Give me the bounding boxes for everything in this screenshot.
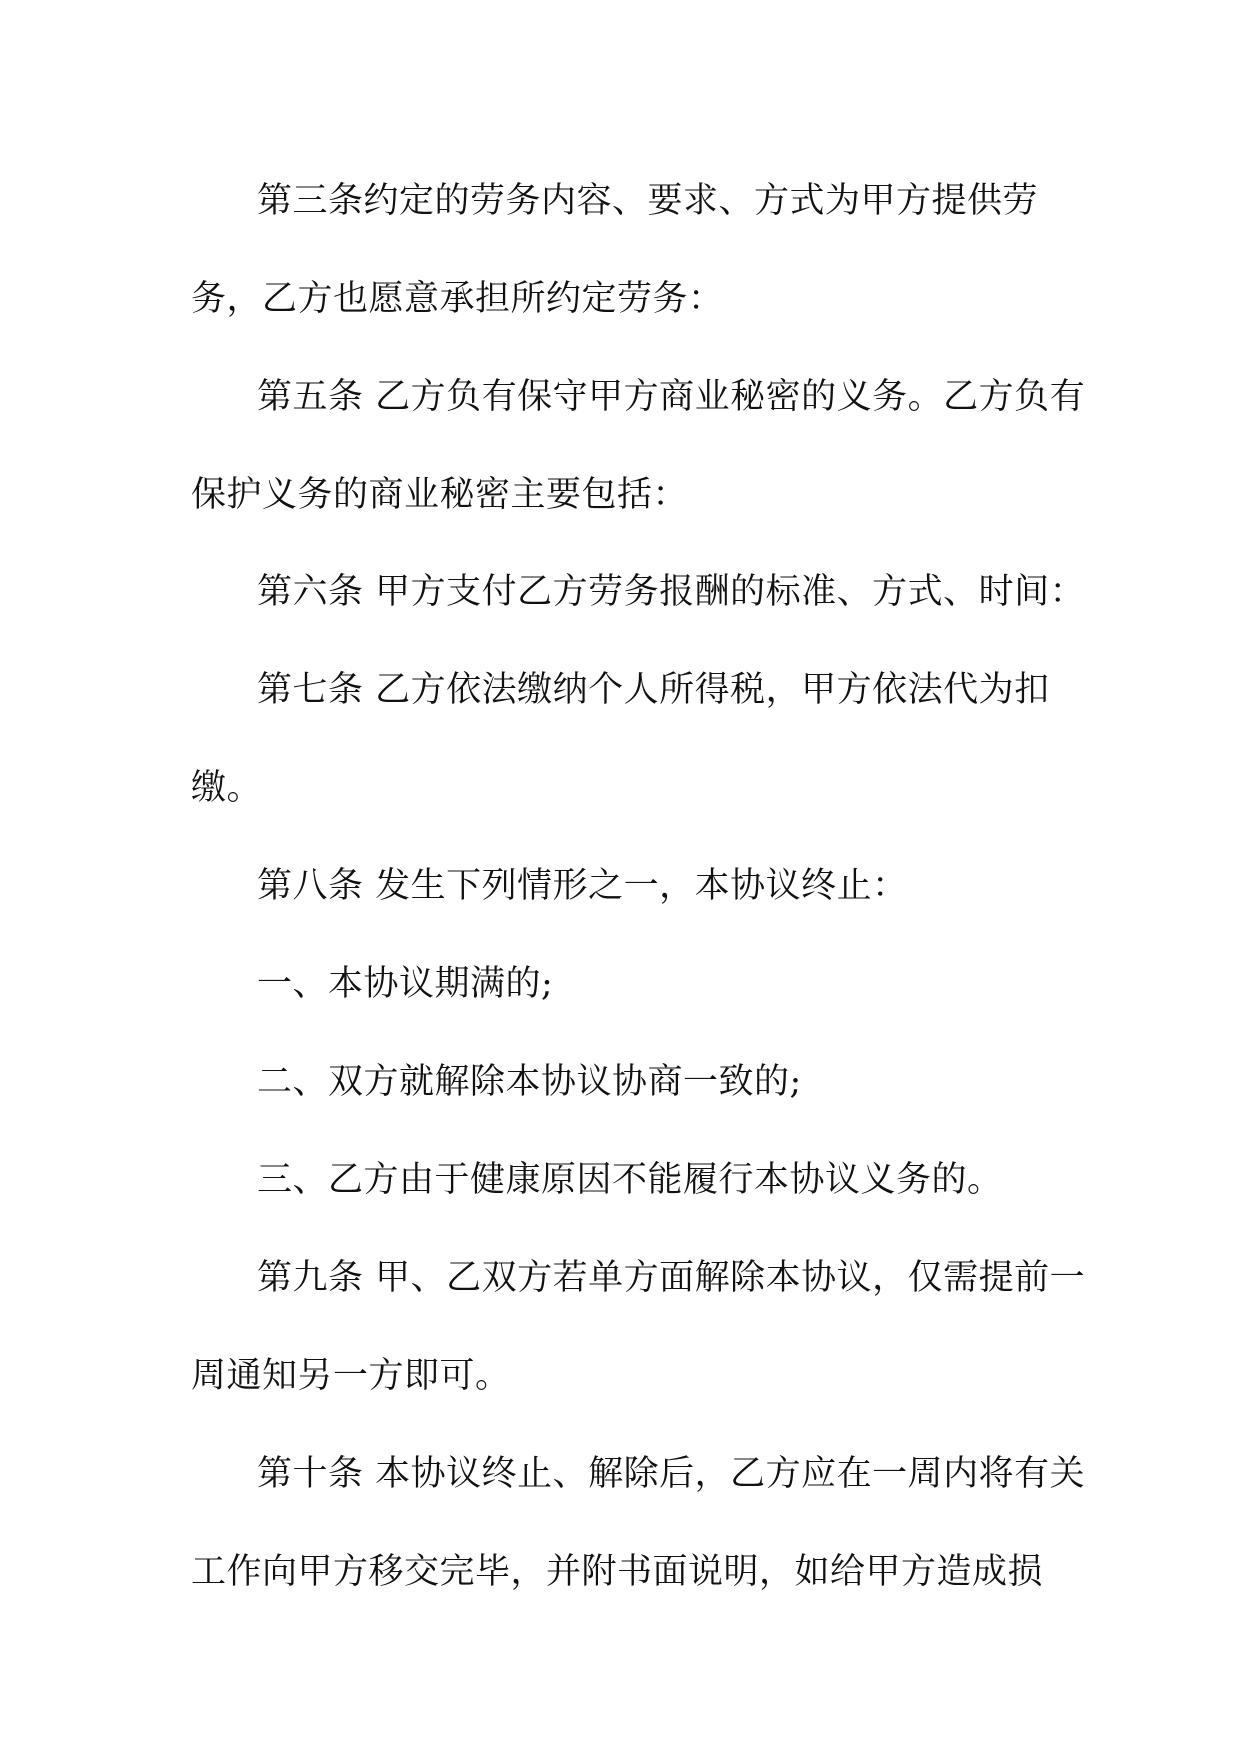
article-8-line-1: 第八条 发生下列情形之一，本协议终止： (257, 866, 908, 906)
article-10-line-1: 第十条 本协议终止、解除后，乙方应在一周内将有关 (257, 1454, 1086, 1494)
article-7-line-2: 缴。 (191, 768, 263, 808)
article-3-line-2: 务，乙方也愿意承担所约定劳务： (191, 279, 724, 319)
article-6-line-1: 第六条 甲方支付乙方劳务报酬的标准、方式、时间： (257, 572, 1086, 612)
article-8-item-2: 二、双方就解除本协议协商一致的; (257, 1062, 802, 1102)
article-8-item-3: 三、乙方由于健康原因不能履行本协议义务的。 (257, 1160, 1003, 1200)
article-7-line-1: 第七条 乙方依法缴纳个人所得税，甲方依法代为扣 (257, 670, 1050, 710)
article-9-line-2: 周通知另一方即可。 (191, 1356, 511, 1396)
article-8-item-1: 一、本协议期满的; (257, 964, 554, 1004)
article-9-line-1: 第九条 甲、乙双方若单方面解除本协议，仅需提前一 (257, 1258, 1086, 1298)
article-5-line-2: 保护义务的商业秘密主要包括： (191, 475, 689, 515)
article-5-line-1: 第五条 乙方负有保守甲方商业秘密的义务。乙方负有 (257, 377, 1086, 417)
article-3-line-1: 第三条约定的劳务内容、要求、方式为甲方提供劳 (257, 181, 1039, 221)
article-10-line-2: 工作向甲方移交完毕，并附书面说明，如给甲方造成损 (191, 1552, 1044, 1592)
